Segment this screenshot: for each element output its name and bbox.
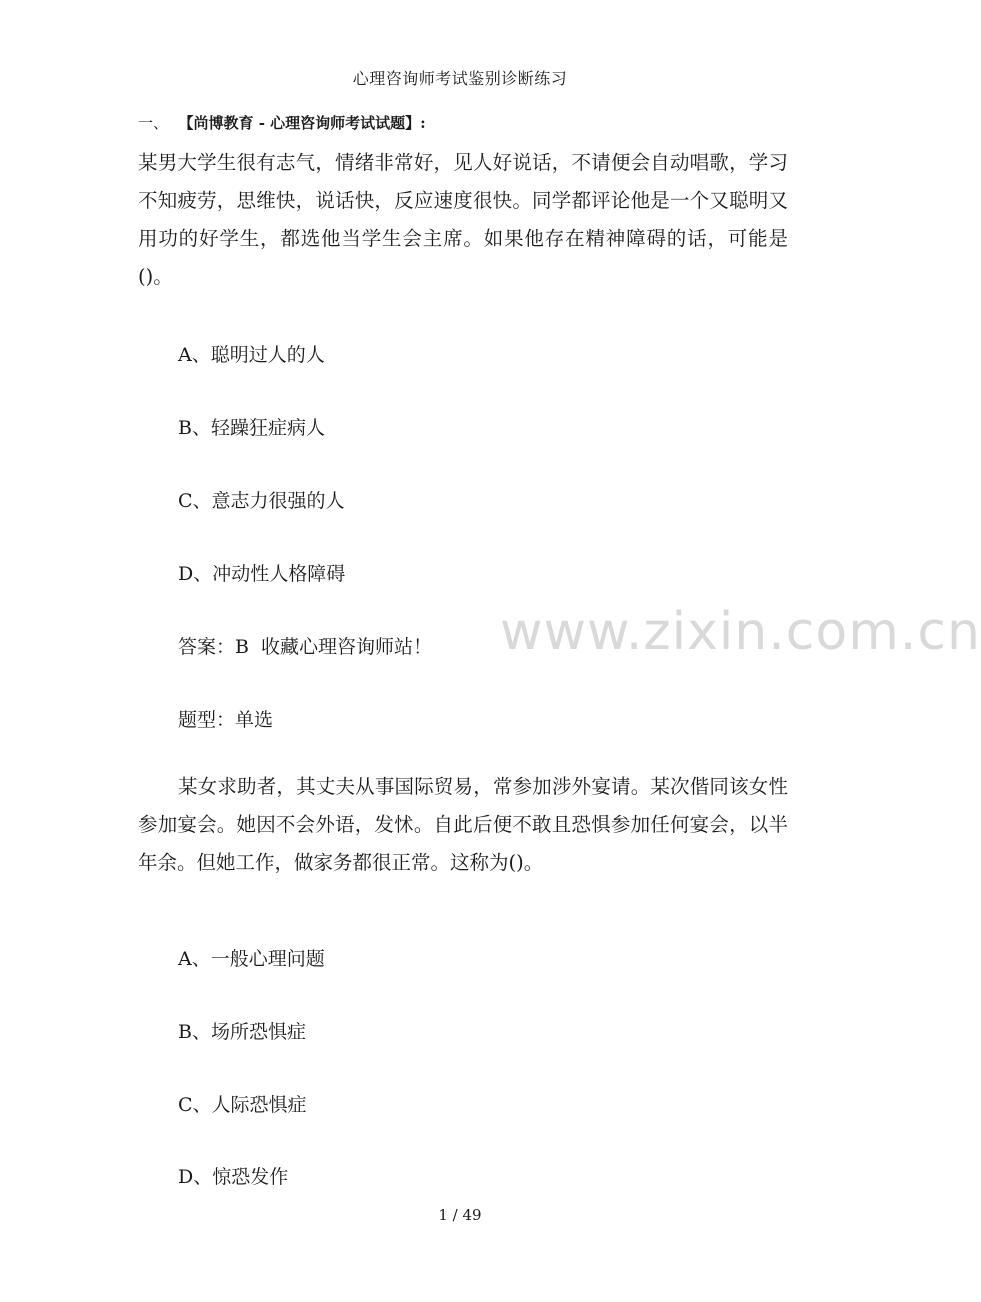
section-number: 一、 bbox=[138, 114, 169, 132]
page-title: 心理咨询师考试鉴别诊断练习 bbox=[352, 69, 568, 88]
question-2-option-a: A、一般心理问题 bbox=[178, 948, 325, 970]
question-1-option-b: B、轻躁狂症病人 bbox=[178, 417, 325, 439]
question-2-stem: 某女求助者，其丈夫从事国际贸易，常参加涉外宴请。某次偕同该女性参加宴会。她因不会外语，发怵。自此后便不敢且恐惧参加任何宴会，以半年余。但她工作，做家务都很正常。这称为()。 bbox=[138, 775, 788, 874]
question-1 bbox=[138, 144, 788, 296]
question-1-option-d: D、冲动性人格障碍 bbox=[178, 563, 346, 585]
question-1-option-a: A、聪明过人的人 bbox=[178, 344, 325, 366]
page-number: 1 / 49 bbox=[438, 1206, 482, 1224]
question-1-answer: 答案：B 收藏心理咨询师站！ bbox=[178, 636, 433, 658]
section-heading bbox=[138, 112, 426, 133]
question-2-option-c: C、人际恐惧症 bbox=[178, 1094, 307, 1116]
question-1-type: 题型：单选 bbox=[178, 709, 274, 731]
section-title: 【尚博教育 - 心理咨询师考试试题】: bbox=[186, 114, 426, 132]
question-2-option-b: B、场所恐惧症 bbox=[178, 1021, 306, 1043]
question-2 bbox=[138, 768, 788, 882]
watermark: www.zixin.com.cn bbox=[500, 602, 981, 662]
question-1-stem: 某男大学生很有志气，情绪非常好，见人好说话，不请便会自动唱歌，学习不知疲劳，思维快，说话快，反应速度很快。同学都评论他是一个又聪明又用功的好学生，都选他当学生会主席。如果他存在精神障碍的话，可能是()。 bbox=[138, 151, 788, 288]
question-2-option-d: D、惊恐发作 bbox=[178, 1166, 289, 1188]
question-1-option-c: C、意志力很强的人 bbox=[178, 490, 345, 512]
